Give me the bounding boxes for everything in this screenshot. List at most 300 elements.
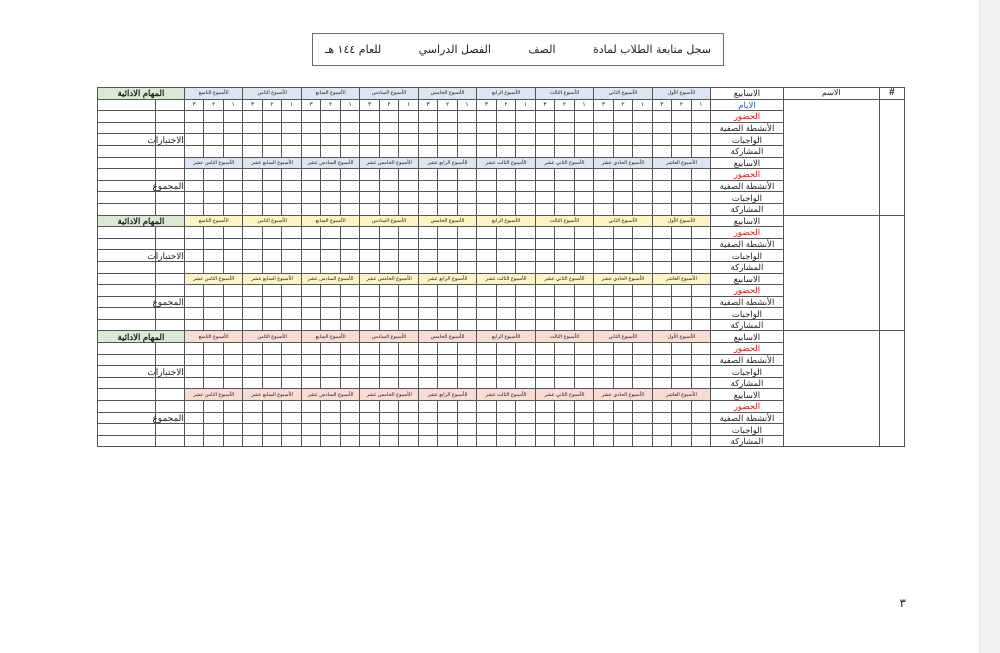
mark-cell[interactable] xyxy=(301,377,321,389)
mark-cell[interactable] xyxy=(516,296,535,308)
mark-cell[interactable] xyxy=(516,285,535,297)
mark-cell[interactable] xyxy=(535,435,554,447)
mark-cell[interactable] xyxy=(243,180,263,192)
side-cell[interactable] xyxy=(98,122,156,134)
mark-cell[interactable] xyxy=(379,134,398,146)
mark-cell[interactable] xyxy=(262,122,281,134)
mark-cell[interactable] xyxy=(399,435,418,447)
mark-cell[interactable] xyxy=(652,308,672,320)
mark-cell[interactable] xyxy=(243,227,263,239)
mark-cell[interactable] xyxy=(574,238,593,250)
mark-cell[interactable] xyxy=(516,145,535,157)
mark-cell[interactable] xyxy=(243,424,263,436)
mark-cell[interactable] xyxy=(379,424,398,436)
mark-cell[interactable] xyxy=(418,261,438,273)
mark-cell[interactable] xyxy=(301,343,321,355)
mark-cell[interactable] xyxy=(204,401,223,413)
mark-cell[interactable] xyxy=(594,261,614,273)
mark-cell[interactable] xyxy=(321,424,340,436)
mark-cell[interactable] xyxy=(321,354,340,366)
mark-cell[interactable] xyxy=(535,169,554,181)
mark-cell[interactable] xyxy=(652,377,672,389)
mark-cell[interactable] xyxy=(652,343,672,355)
mark-cell[interactable] xyxy=(321,319,340,331)
mark-cell[interactable] xyxy=(223,192,242,204)
mark-cell[interactable] xyxy=(477,134,496,146)
mark-cell[interactable] xyxy=(613,180,632,192)
mark-cell[interactable] xyxy=(282,111,301,123)
mark-cell[interactable] xyxy=(477,296,496,308)
mark-cell[interactable] xyxy=(633,250,652,262)
mark-cell[interactable] xyxy=(613,366,632,378)
mark-cell[interactable] xyxy=(282,366,301,378)
mark-cell[interactable] xyxy=(652,238,672,250)
side-cell[interactable] xyxy=(155,285,184,297)
mark-cell[interactable] xyxy=(496,180,515,192)
mark-cell[interactable] xyxy=(418,401,438,413)
mark-cell[interactable] xyxy=(633,401,652,413)
mark-cell[interactable] xyxy=(594,250,614,262)
mark-cell[interactable] xyxy=(672,366,691,378)
mark-cell[interactable] xyxy=(379,250,398,262)
mark-cell[interactable] xyxy=(262,308,281,320)
mark-cell[interactable] xyxy=(574,319,593,331)
mark-cell[interactable] xyxy=(555,122,574,134)
mark-cell[interactable] xyxy=(204,285,223,297)
mark-cell[interactable] xyxy=(555,238,574,250)
mark-cell[interactable] xyxy=(613,343,632,355)
mark-cell[interactable] xyxy=(301,192,321,204)
mark-cell[interactable] xyxy=(457,261,476,273)
mark-cell[interactable] xyxy=(379,354,398,366)
mark-cell[interactable] xyxy=(672,180,691,192)
mark-cell[interactable] xyxy=(438,192,457,204)
mark-cell[interactable] xyxy=(223,377,242,389)
mark-cell[interactable] xyxy=(340,435,359,447)
mark-cell[interactable] xyxy=(555,250,574,262)
mark-cell[interactable] xyxy=(496,122,515,134)
mark-cell[interactable] xyxy=(301,261,321,273)
mark-cell[interactable] xyxy=(477,319,496,331)
mark-cell[interactable] xyxy=(204,261,223,273)
mark-cell[interactable] xyxy=(204,308,223,320)
mark-cell[interactable] xyxy=(399,238,418,250)
mark-cell[interactable] xyxy=(594,354,614,366)
mark-cell[interactable] xyxy=(223,169,242,181)
mark-cell[interactable] xyxy=(262,401,281,413)
mark-cell[interactable] xyxy=(477,412,496,424)
mark-cell[interactable] xyxy=(574,285,593,297)
mark-cell[interactable] xyxy=(633,377,652,389)
mark-cell[interactable] xyxy=(438,424,457,436)
mark-cell[interactable] xyxy=(321,203,340,215)
side-cell[interactable] xyxy=(155,354,184,366)
side-cell[interactable] xyxy=(155,401,184,413)
mark-cell[interactable] xyxy=(399,192,418,204)
mark-cell[interactable] xyxy=(438,134,457,146)
mark-cell[interactable] xyxy=(594,377,614,389)
mark-cell[interactable] xyxy=(360,111,380,123)
mark-cell[interactable] xyxy=(223,424,242,436)
mark-cell[interactable] xyxy=(418,435,438,447)
mark-cell[interactable] xyxy=(282,261,301,273)
mark-cell[interactable] xyxy=(301,238,321,250)
mark-cell[interactable] xyxy=(555,180,574,192)
mark-cell[interactable] xyxy=(574,250,593,262)
mark-cell[interactable] xyxy=(262,296,281,308)
mark-cell[interactable] xyxy=(652,319,672,331)
mark-cell[interactable] xyxy=(360,366,380,378)
mark-cell[interactable] xyxy=(243,308,263,320)
mark-cell[interactable] xyxy=(399,343,418,355)
mark-cell[interactable] xyxy=(691,401,710,413)
mark-cell[interactable] xyxy=(496,134,515,146)
mark-cell[interactable] xyxy=(652,366,672,378)
mark-cell[interactable] xyxy=(243,296,263,308)
mark-cell[interactable] xyxy=(535,424,554,436)
mark-cell[interactable] xyxy=(535,319,554,331)
mark-cell[interactable] xyxy=(360,180,380,192)
mark-cell[interactable] xyxy=(633,180,652,192)
mark-cell[interactable] xyxy=(594,122,614,134)
mark-cell[interactable] xyxy=(496,366,515,378)
mark-cell[interactable] xyxy=(340,227,359,239)
mark-cell[interactable] xyxy=(477,285,496,297)
mark-cell[interactable] xyxy=(477,250,496,262)
mark-cell[interactable] xyxy=(457,285,476,297)
mark-cell[interactable] xyxy=(262,354,281,366)
mark-cell[interactable] xyxy=(672,238,691,250)
mark-cell[interactable] xyxy=(301,122,321,134)
mark-cell[interactable] xyxy=(555,296,574,308)
mark-cell[interactable] xyxy=(477,238,496,250)
mark-cell[interactable] xyxy=(477,122,496,134)
mark-cell[interactable] xyxy=(301,424,321,436)
mark-cell[interactable] xyxy=(301,354,321,366)
mark-cell[interactable] xyxy=(496,296,515,308)
mark-cell[interactable] xyxy=(399,285,418,297)
mark-cell[interactable] xyxy=(691,285,710,297)
mark-cell[interactable] xyxy=(243,122,263,134)
side-cell[interactable] xyxy=(98,377,156,389)
mark-cell[interactable] xyxy=(652,122,672,134)
mark-cell[interactable] xyxy=(555,366,574,378)
mark-cell[interactable] xyxy=(613,296,632,308)
mark-cell[interactable] xyxy=(457,238,476,250)
mark-cell[interactable] xyxy=(418,296,438,308)
mark-cell[interactable] xyxy=(262,377,281,389)
mark-cell[interactable] xyxy=(555,203,574,215)
mark-cell[interactable] xyxy=(613,111,632,123)
mark-cell[interactable] xyxy=(594,435,614,447)
mark-cell[interactable] xyxy=(223,134,242,146)
mark-cell[interactable] xyxy=(321,250,340,262)
mark-cell[interactable] xyxy=(184,285,203,297)
mark-cell[interactable] xyxy=(691,366,710,378)
mark-cell[interactable] xyxy=(204,319,223,331)
mark-cell[interactable] xyxy=(457,122,476,134)
mark-cell[interactable] xyxy=(243,354,263,366)
mark-cell[interactable] xyxy=(691,377,710,389)
mark-cell[interactable] xyxy=(672,261,691,273)
mark-cell[interactable] xyxy=(574,261,593,273)
mark-cell[interactable] xyxy=(184,401,203,413)
mark-cell[interactable] xyxy=(379,169,398,181)
mark-cell[interactable] xyxy=(340,145,359,157)
mark-cell[interactable] xyxy=(691,424,710,436)
mark-cell[interactable] xyxy=(262,145,281,157)
mark-cell[interactable] xyxy=(243,203,263,215)
mark-cell[interactable] xyxy=(555,227,574,239)
mark-cell[interactable] xyxy=(379,180,398,192)
mark-cell[interactable] xyxy=(477,180,496,192)
mark-cell[interactable] xyxy=(282,354,301,366)
side-cell[interactable] xyxy=(155,308,184,320)
mark-cell[interactable] xyxy=(477,435,496,447)
mark-cell[interactable] xyxy=(613,412,632,424)
side-cell[interactable] xyxy=(98,343,156,355)
side-cell[interactable] xyxy=(98,203,156,215)
mark-cell[interactable] xyxy=(184,122,203,134)
mark-cell[interactable] xyxy=(223,203,242,215)
mark-cell[interactable] xyxy=(633,238,652,250)
mark-cell[interactable] xyxy=(321,111,340,123)
mark-cell[interactable] xyxy=(438,308,457,320)
mark-cell[interactable] xyxy=(438,401,457,413)
mark-cell[interactable] xyxy=(262,111,281,123)
mark-cell[interactable] xyxy=(223,401,242,413)
side-cell[interactable] xyxy=(98,273,156,285)
mark-cell[interactable] xyxy=(360,227,380,239)
mark-cell[interactable] xyxy=(184,145,203,157)
mark-cell[interactable] xyxy=(574,180,593,192)
mark-cell[interactable] xyxy=(340,412,359,424)
mark-cell[interactable] xyxy=(477,308,496,320)
mark-cell[interactable] xyxy=(399,377,418,389)
mark-cell[interactable] xyxy=(301,111,321,123)
mark-cell[interactable] xyxy=(672,285,691,297)
mark-cell[interactable] xyxy=(340,343,359,355)
mark-cell[interactable] xyxy=(594,412,614,424)
mark-cell[interactable] xyxy=(399,412,418,424)
mark-cell[interactable] xyxy=(613,122,632,134)
mark-cell[interactable] xyxy=(379,435,398,447)
mark-cell[interactable] xyxy=(204,134,223,146)
mark-cell[interactable] xyxy=(301,319,321,331)
mark-cell[interactable] xyxy=(379,296,398,308)
mark-cell[interactable] xyxy=(516,180,535,192)
mark-cell[interactable] xyxy=(282,377,301,389)
mark-cell[interactable] xyxy=(184,261,203,273)
mark-cell[interactable] xyxy=(223,412,242,424)
mark-cell[interactable] xyxy=(418,122,438,134)
mark-cell[interactable] xyxy=(555,401,574,413)
mark-cell[interactable] xyxy=(535,134,554,146)
mark-cell[interactable] xyxy=(184,296,203,308)
mark-cell[interactable] xyxy=(457,377,476,389)
mark-cell[interactable] xyxy=(535,203,554,215)
mark-cell[interactable] xyxy=(477,377,496,389)
mark-cell[interactable] xyxy=(301,366,321,378)
mark-cell[interactable] xyxy=(574,134,593,146)
mark-cell[interactable] xyxy=(360,169,380,181)
mark-cell[interactable] xyxy=(613,203,632,215)
mark-cell[interactable] xyxy=(633,145,652,157)
mark-cell[interactable] xyxy=(496,261,515,273)
mark-cell[interactable] xyxy=(243,401,263,413)
mark-cell[interactable] xyxy=(438,180,457,192)
mark-cell[interactable] xyxy=(360,203,380,215)
mark-cell[interactable] xyxy=(613,319,632,331)
mark-cell[interactable] xyxy=(262,238,281,250)
mark-cell[interactable] xyxy=(282,250,301,262)
mark-cell[interactable] xyxy=(379,122,398,134)
mark-cell[interactable] xyxy=(418,145,438,157)
mark-cell[interactable] xyxy=(691,134,710,146)
mark-cell[interactable] xyxy=(652,227,672,239)
mark-cell[interactable] xyxy=(496,401,515,413)
mark-cell[interactable] xyxy=(184,354,203,366)
mark-cell[interactable] xyxy=(574,412,593,424)
mark-cell[interactable] xyxy=(555,285,574,297)
mark-cell[interactable] xyxy=(243,319,263,331)
mark-cell[interactable] xyxy=(613,134,632,146)
mark-cell[interactable] xyxy=(379,238,398,250)
mark-cell[interactable] xyxy=(555,261,574,273)
mark-cell[interactable] xyxy=(399,250,418,262)
mark-cell[interactable] xyxy=(321,122,340,134)
mark-cell[interactable] xyxy=(535,412,554,424)
mark-cell[interactable] xyxy=(418,319,438,331)
mark-cell[interactable] xyxy=(438,238,457,250)
mark-cell[interactable] xyxy=(672,296,691,308)
mark-cell[interactable] xyxy=(438,122,457,134)
mark-cell[interactable] xyxy=(516,366,535,378)
mark-cell[interactable] xyxy=(340,169,359,181)
mark-cell[interactable] xyxy=(613,227,632,239)
mark-cell[interactable] xyxy=(633,424,652,436)
mark-cell[interactable] xyxy=(652,169,672,181)
side-cell[interactable] xyxy=(98,192,156,204)
mark-cell[interactable] xyxy=(555,343,574,355)
mark-cell[interactable] xyxy=(262,435,281,447)
mark-cell[interactable] xyxy=(340,424,359,436)
mark-cell[interactable] xyxy=(672,319,691,331)
mark-cell[interactable] xyxy=(516,192,535,204)
mark-cell[interactable] xyxy=(184,377,203,389)
mark-cell[interactable] xyxy=(438,319,457,331)
mark-cell[interactable] xyxy=(243,250,263,262)
mark-cell[interactable] xyxy=(438,296,457,308)
mark-cell[interactable] xyxy=(438,227,457,239)
mark-cell[interactable] xyxy=(633,203,652,215)
mark-cell[interactable] xyxy=(223,285,242,297)
mark-cell[interactable] xyxy=(652,203,672,215)
mark-cell[interactable] xyxy=(282,424,301,436)
mark-cell[interactable] xyxy=(418,424,438,436)
mark-cell[interactable] xyxy=(613,424,632,436)
side-cell[interactable] xyxy=(155,192,184,204)
mark-cell[interactable] xyxy=(301,227,321,239)
mark-cell[interactable] xyxy=(379,285,398,297)
mark-cell[interactable] xyxy=(496,203,515,215)
side-cell[interactable] xyxy=(155,424,184,436)
mark-cell[interactable] xyxy=(379,343,398,355)
mark-cell[interactable] xyxy=(574,111,593,123)
mark-cell[interactable] xyxy=(652,261,672,273)
mark-cell[interactable] xyxy=(360,412,380,424)
mark-cell[interactable] xyxy=(633,354,652,366)
side-cell[interactable] xyxy=(98,319,156,331)
mark-cell[interactable] xyxy=(321,401,340,413)
mark-cell[interactable] xyxy=(184,238,203,250)
mark-cell[interactable] xyxy=(399,354,418,366)
mark-cell[interactable] xyxy=(516,238,535,250)
mark-cell[interactable] xyxy=(691,319,710,331)
mark-cell[interactable] xyxy=(243,285,263,297)
mark-cell[interactable] xyxy=(184,343,203,355)
mark-cell[interactable] xyxy=(574,227,593,239)
mark-cell[interactable] xyxy=(262,319,281,331)
mark-cell[interactable] xyxy=(672,227,691,239)
mark-cell[interactable] xyxy=(594,285,614,297)
mark-cell[interactable] xyxy=(184,111,203,123)
mark-cell[interactable] xyxy=(438,366,457,378)
mark-cell[interactable] xyxy=(418,169,438,181)
mark-cell[interactable] xyxy=(633,134,652,146)
mark-cell[interactable] xyxy=(574,343,593,355)
mark-cell[interactable] xyxy=(496,285,515,297)
mark-cell[interactable] xyxy=(633,192,652,204)
mark-cell[interactable] xyxy=(594,343,614,355)
mark-cell[interactable] xyxy=(594,180,614,192)
mark-cell[interactable] xyxy=(555,354,574,366)
mark-cell[interactable] xyxy=(360,319,380,331)
mark-cell[interactable] xyxy=(496,192,515,204)
mark-cell[interactable] xyxy=(574,145,593,157)
mark-cell[interactable] xyxy=(282,401,301,413)
mark-cell[interactable] xyxy=(399,169,418,181)
mark-cell[interactable] xyxy=(555,424,574,436)
mark-cell[interactable] xyxy=(321,377,340,389)
mark-cell[interactable] xyxy=(340,192,359,204)
mark-cell[interactable] xyxy=(399,134,418,146)
mark-cell[interactable] xyxy=(438,285,457,297)
mark-cell[interactable] xyxy=(496,354,515,366)
mark-cell[interactable] xyxy=(691,261,710,273)
mark-cell[interactable] xyxy=(633,111,652,123)
mark-cell[interactable] xyxy=(360,424,380,436)
mark-cell[interactable] xyxy=(672,435,691,447)
mark-cell[interactable] xyxy=(340,319,359,331)
side-cell[interactable] xyxy=(155,343,184,355)
side-cell[interactable] xyxy=(155,238,184,250)
side-cell[interactable] xyxy=(98,424,156,436)
mark-cell[interactable] xyxy=(262,261,281,273)
mark-cell[interactable] xyxy=(360,192,380,204)
mark-cell[interactable] xyxy=(243,435,263,447)
mark-cell[interactable] xyxy=(204,203,223,215)
mark-cell[interactable] xyxy=(418,227,438,239)
mark-cell[interactable] xyxy=(633,296,652,308)
mark-cell[interactable] xyxy=(516,227,535,239)
mark-cell[interactable] xyxy=(652,134,672,146)
mark-cell[interactable] xyxy=(438,377,457,389)
mark-cell[interactable] xyxy=(184,180,203,192)
mark-cell[interactable] xyxy=(223,250,242,262)
mark-cell[interactable] xyxy=(204,238,223,250)
mark-cell[interactable] xyxy=(340,203,359,215)
